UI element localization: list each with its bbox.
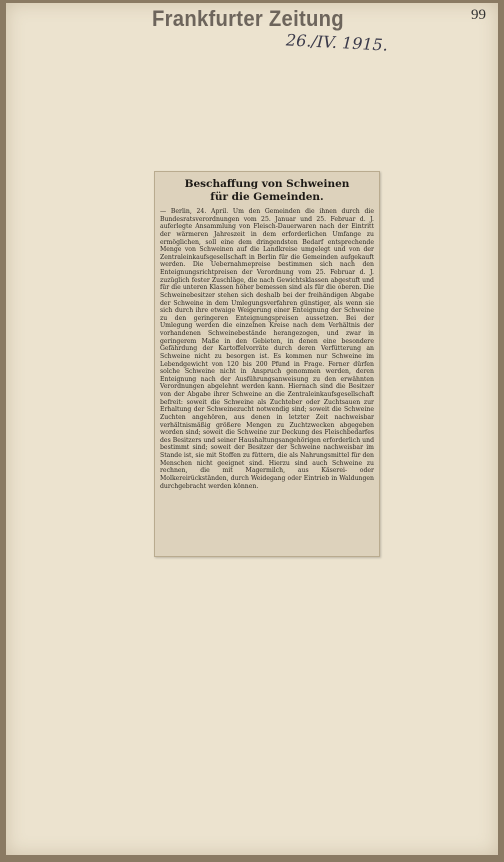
handwritten-date: 26./IV. 1915. bbox=[285, 30, 389, 55]
headline-line-2: für die Gemeinden. bbox=[210, 191, 324, 203]
headline-line-1: Beschaffung von Schweinen bbox=[184, 178, 350, 190]
page-number: 99 bbox=[471, 7, 486, 23]
article-body: — Berlin, 24. April. Um den Gemeinden die ihnen durch die Bundesratsverordnungen vom 25. Januar und 25. Februar d. J. auferlegte Ansammlung von Fleisch-Dauerwaren nach der Eintritt der wärmeren Jahreszeit in dem erforderlichen Umfange zu ermöglichen, soll eine dem dringendsten Bedarf entsprechende Menge von Schweinen auf die Landkreise umgelegt und von der Zentraleinkaufsgesellschaft in Berlin für die Gemeinden aufgekauft werden. Die Uebernahmepreise bestimmen sich nach den Enteignungsrichtpreisen der Verordnung vom 25. Februar d. J. zuzüglich fester Zuschläge, die nach Gewichtsklassen abgestuft und für die unteren Klassen höher bemessen sind als für die oberen. Die Schweinebesitzer stehen sich deshalb bei der freihändigen Abgabe der Schweine in dem Umlegungsverfahren günstiger, als wenn sie sich durch ihre etwaige Weigerung einer Enteignung der Schweine zu den geringeren Enteignungspreisen aussetzen. Bei der Umlegung werden die einzelnen Kreise nach dem Verhältnis der vorhandenen Schweinebestände herangezogen, und zwar in geringerem Maße in den Gebieten, in denen eine besondere Gefährdung der Kartoffelvorräte durch deren Verfütterung an Schweine nicht zu besorgen ist. Es kommen nur Schweine im Lebendgewicht von 120 bis 200 Pfund in Frage. Ferner dürfen solche Schweine nicht in Anspruch genommen werden, deren Enteignung nach der Ausführungsanweisung zu den erwähnten Verordnungen abgelehnt werden kann. Hiernach sind die Besitzer von der Abgabe ihrer Schweine an die Zentraleinkaufsgesellschaft befreit: soweit die Schweine als Zuchteber oder Zuchtsauen zur Erhaltung der Schweinezucht notwendig sind; soweit die Schweine Zuchten angehören, aus denen in letzter Zeit nachweisbar verhältnismäßig größere Mengen zu Zuchtzwecken abgegeben worden sind; soweit die Schweine zur Deckung des Fleischbedarfes des Besitzers und seiner Haushaltungsangehörigen erforderlich und bestimmt sind; soweit der Besitzer der Schweine nachweisbar im Stande ist, sie mit Stoffen zu füttern, die als Nahrungsmittel für den Menschen nicht geeignet sind. Hierzu sind auch Schweine zu rechnen, die mit Magermilch, aus Käserei- oder Molkereirückständen, durch Weidegang oder Eintrieb in Waldungen durchgebracht werden können. bbox=[160, 208, 374, 490]
article-headline bbox=[159, 178, 375, 204]
archive-sheet bbox=[6, 3, 498, 855]
newspaper-clipping bbox=[154, 171, 380, 557]
newspaper-masthead: Frankfurter Zeitung bbox=[152, 6, 344, 31]
